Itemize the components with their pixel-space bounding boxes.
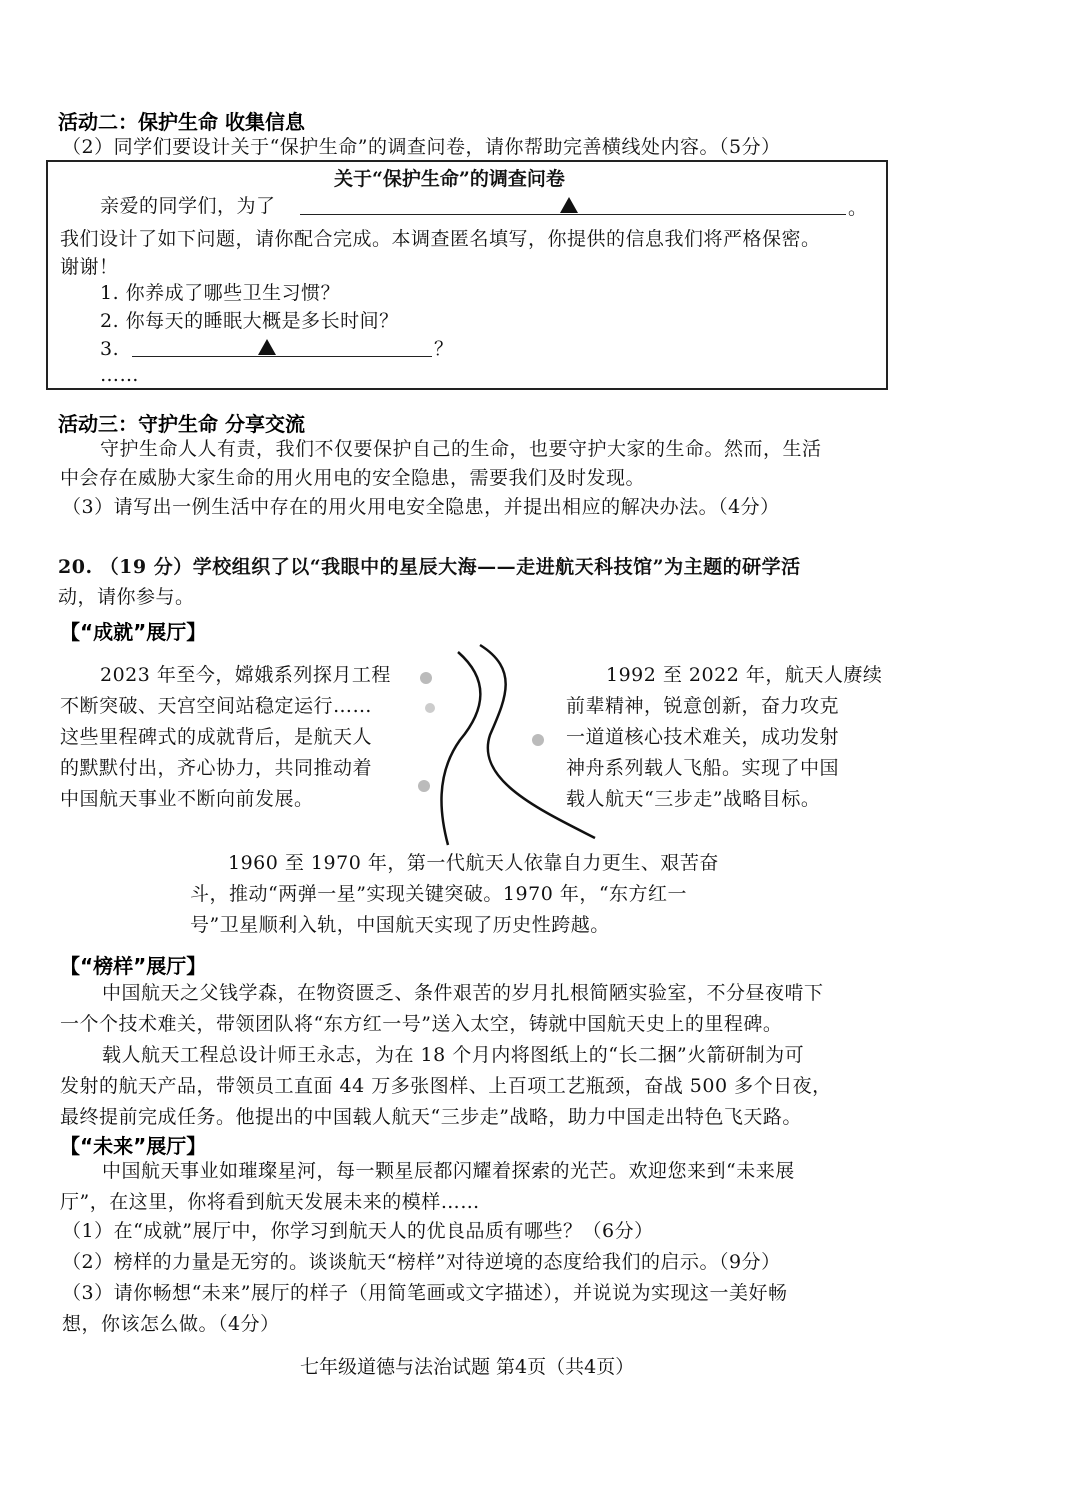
hall2-line: 载人航天工程总设计师王永志，为在 18 个月内将图纸上的“长二捆”火箭研制为可 — [102, 1044, 805, 1066]
survey-q2: 2. 你每天的睡眠大概是多长时间？ — [100, 310, 399, 332]
hall1-title: 【“成就”展厅】 — [60, 620, 207, 644]
hall1-right-line: 神舟系列载人飞船。实现了中国 — [566, 757, 840, 779]
triangle-marker-icon — [258, 339, 276, 355]
q20-stem-line2: 动，请你参与。 — [58, 586, 195, 608]
survey-greeting-end: 。 — [848, 197, 868, 219]
activity3-para-line1: 守护生命人人有责，我们不仅要保护自己的生命，也要守护大家的生命。然而，生活 — [100, 438, 822, 460]
survey-q3-end: ？ — [434, 338, 454, 360]
hall1-left-text — [60, 660, 400, 815]
hall1-bottom-line: 1960 至 1970 年，第一代航天人依靠自力更生、艰苦奋 — [228, 852, 719, 874]
activity2-question: （2）同学们要设计关于“保护生命”的调查问卷，请你帮助完善横线处内容。（5分） — [62, 136, 781, 158]
survey-ellipsis: …… — [100, 364, 139, 386]
survey-greeting: 亲爱的同学们，为了 — [100, 195, 276, 217]
smudge-icon — [420, 672, 432, 684]
q20-subquestion: （2）榜样的力量是无穷的。谈谈航天“榜样”对待逆境的态度给我们的启示。（9分） — [62, 1251, 781, 1273]
survey-title: 关于“保护生命”的调查问卷 — [334, 168, 565, 190]
q20-subquestion: （3）请你畅想“未来”展厅的样子（用简笔画或文字描述），并说说为实现这一美好畅 — [62, 1282, 788, 1304]
hall1-right-line: 前辈精神，锐意创新，奋力攻克 — [566, 695, 840, 717]
q20-subquestion: （1）在“成就”展厅中，你学习到航天人的优良品质有哪些？（6分） — [62, 1220, 654, 1242]
hall1-left-line: 2023 年至今，嫦娥系列探月工程 — [100, 664, 391, 686]
smudge-icon — [425, 703, 435, 713]
page-footer: 七年级道德与法治试题 第4页（共4页） — [300, 1356, 635, 1378]
q20-subquestions — [62, 1216, 882, 1340]
hall2-line: 中国航天之父钱学森，在物资匮乏、条件艰苦的岁月扎根简陋实验室，不分昼夜啃下 — [102, 982, 824, 1004]
hall1-right-line: 1992 至 2022 年，航天人赓续 — [606, 664, 883, 686]
survey-purpose-blank — [300, 214, 846, 215]
activity3-para-line2: 中会存在威胁大家生命的用火用电的安全隐患，需要我们及时发现。 — [60, 467, 646, 489]
hall1-right-line: 一道道核心技术难关，成功发射 — [566, 726, 840, 748]
q20-subquestion: 想，你该怎么做。（4分） — [62, 1313, 280, 1335]
survey-q3-number: 3. — [100, 338, 120, 360]
activity2-title: 活动二：保护生命 收集信息 — [58, 110, 305, 134]
hall2-line: 最终提前完成任务。他提出的中国载人航天“三步走”战略，助力中国走出特色飞天路。 — [60, 1106, 802, 1128]
survey-line2: 我们设计了如下问题，请你配合完成。本调查匿名填写，你提供的信息我们将严格保密。 — [60, 228, 821, 250]
hall3-title: 【“未来”展厅】 — [60, 1134, 207, 1158]
hall1-bottom-line: 号”卫星顺利入轨，中国航天实现了历史性跨越。 — [190, 914, 610, 936]
hall2-line: 一个个技术难关，带领团队将“东方红一号”送入太空，铸就中国航天史上的里程碑。 — [60, 1013, 783, 1035]
q20-stem-line1: 20. （19 分）学校组织了以“我眼中的星辰大海——走进航天科技馆”为主题的研学活 — [58, 556, 801, 578]
survey-line3: 谢谢！ — [60, 256, 119, 278]
survey-q3-blank — [132, 356, 432, 357]
triangle-marker-icon — [560, 197, 578, 213]
hall1-bottom-text — [190, 848, 750, 941]
hall2-line: 发射的航天产品，带领员工直面 44 万多张图样、上百项工艺瓶颈，奋战 500 多个日夜， — [60, 1075, 832, 1097]
hall3-line: 中国航天事业如璀璨星河，每一颗星辰都闪耀着探索的光芒。欢迎您来到“未来展 — [102, 1160, 795, 1182]
hall2-title: 【“榜样”展厅】 — [60, 954, 207, 978]
survey-q1: 1. 你养成了哪些卫生习惯？ — [100, 282, 341, 304]
hall1-left-line: 的默默付出，齐心协力，共同推动着 — [60, 757, 373, 779]
smudge-icon — [532, 734, 544, 746]
activity3-question: （3）请写出一例生活中存在的用火用电安全隐患，并提出相应的解决办法。（4分） — [62, 496, 780, 518]
road-curve-left — [441, 652, 480, 845]
hall1-bottom-line: 斗，推动“两弹一星”实现关键突破。1970 年，“东方红一 — [190, 883, 688, 905]
hall1-right-text — [566, 660, 886, 815]
hall2-text — [60, 978, 880, 1133]
hall1-left-line: 不断突破、天宫空间站稳定运行…… — [60, 695, 373, 717]
smudge-icon — [418, 780, 430, 792]
hall1-right-line: 载人航天“三步走”战略目标。 — [566, 788, 821, 810]
hall3-line: 厅”，在这里，你将看到航天发展未来的模样…… — [60, 1191, 480, 1213]
hall3-text — [60, 1156, 880, 1218]
hall1-left-line: 这些里程碑式的成就背后，是航天人 — [60, 726, 373, 748]
activity3-title: 活动三：守护生命 分享交流 — [58, 412, 305, 436]
hall1-left-line: 中国航天事业不断向前发展。 — [60, 788, 314, 810]
